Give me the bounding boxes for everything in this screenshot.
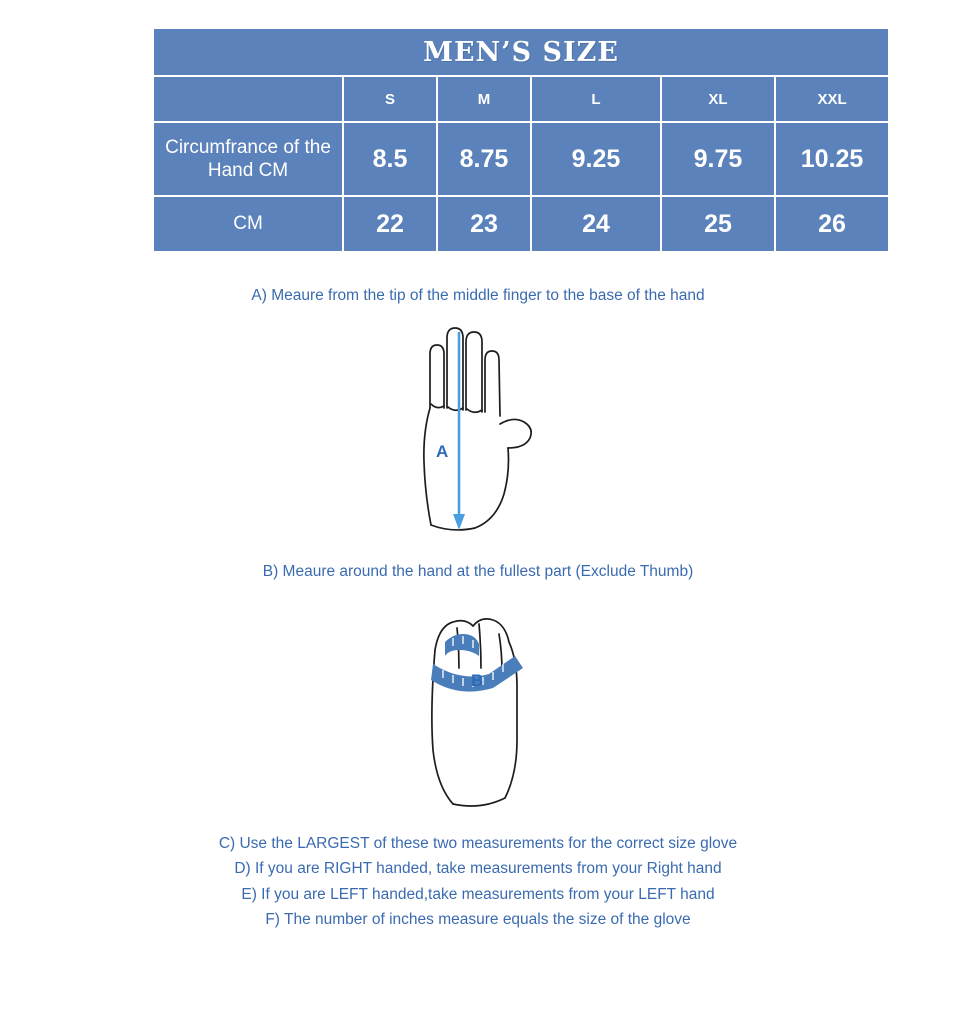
cell-cm-xxl: 26 — [776, 197, 888, 251]
header-corner-cell — [154, 77, 342, 121]
header-size-xxl: XXL — [776, 77, 888, 121]
caption-a: A) Meaure from the tip of the middle finger to the base of the hand — [251, 287, 705, 304]
row-label-cm: CM — [154, 197, 342, 251]
cell-circumference-l: 9.25 — [532, 123, 660, 195]
figure-b-letter: B — [471, 671, 484, 690]
note-f: F) The number of inches measure equals the size of the glove — [265, 911, 691, 929]
cell-circumference-xxl: 10.25 — [776, 123, 888, 195]
table-title: MEN’S SIZE — [154, 29, 888, 75]
figure-hand-circumference — [393, 590, 573, 822]
header-size-l: L — [532, 77, 660, 121]
cell-circumference-m: 8.75 — [438, 123, 530, 195]
caption-b: B) Meaure around the hand at the fullest part (Exclude Thumb) — [262, 563, 694, 580]
note-d: D) If you are RIGHT handed, take measurements from your Right hand — [234, 860, 722, 878]
cell-circumference-s: 8.5 — [344, 123, 436, 195]
table-header-row — [154, 77, 888, 121]
size-table — [152, 27, 890, 253]
size-table-container — [152, 27, 874, 253]
row-label-circumference: Circumfrance of the Hand CM — [154, 123, 342, 195]
table-row — [154, 123, 888, 195]
cell-cm-xl: 25 — [662, 197, 774, 251]
table-title-row — [154, 29, 888, 75]
table-row — [154, 197, 888, 251]
header-size-xl: XL — [662, 77, 774, 121]
figure-a-letter: A — [436, 442, 449, 461]
cell-cm-m: 23 — [438, 197, 530, 251]
note-e: E) If you are LEFT handed,take measurements from your LEFT hand — [241, 885, 715, 903]
notes-list — [0, 833, 956, 935]
hand-circumference-diagram — [393, 590, 573, 822]
cell-cm-s: 22 — [344, 197, 436, 251]
hand-length-diagram — [390, 312, 570, 544]
cell-circumference-xl: 9.75 — [662, 123, 774, 195]
header-size-m: M — [438, 77, 530, 121]
note-c: C) Use the LARGEST of these two measurements for the correct size glove — [218, 835, 738, 852]
figure-hand-length — [390, 312, 570, 544]
header-size-s: S — [344, 77, 436, 121]
cell-cm-l: 24 — [532, 197, 660, 251]
